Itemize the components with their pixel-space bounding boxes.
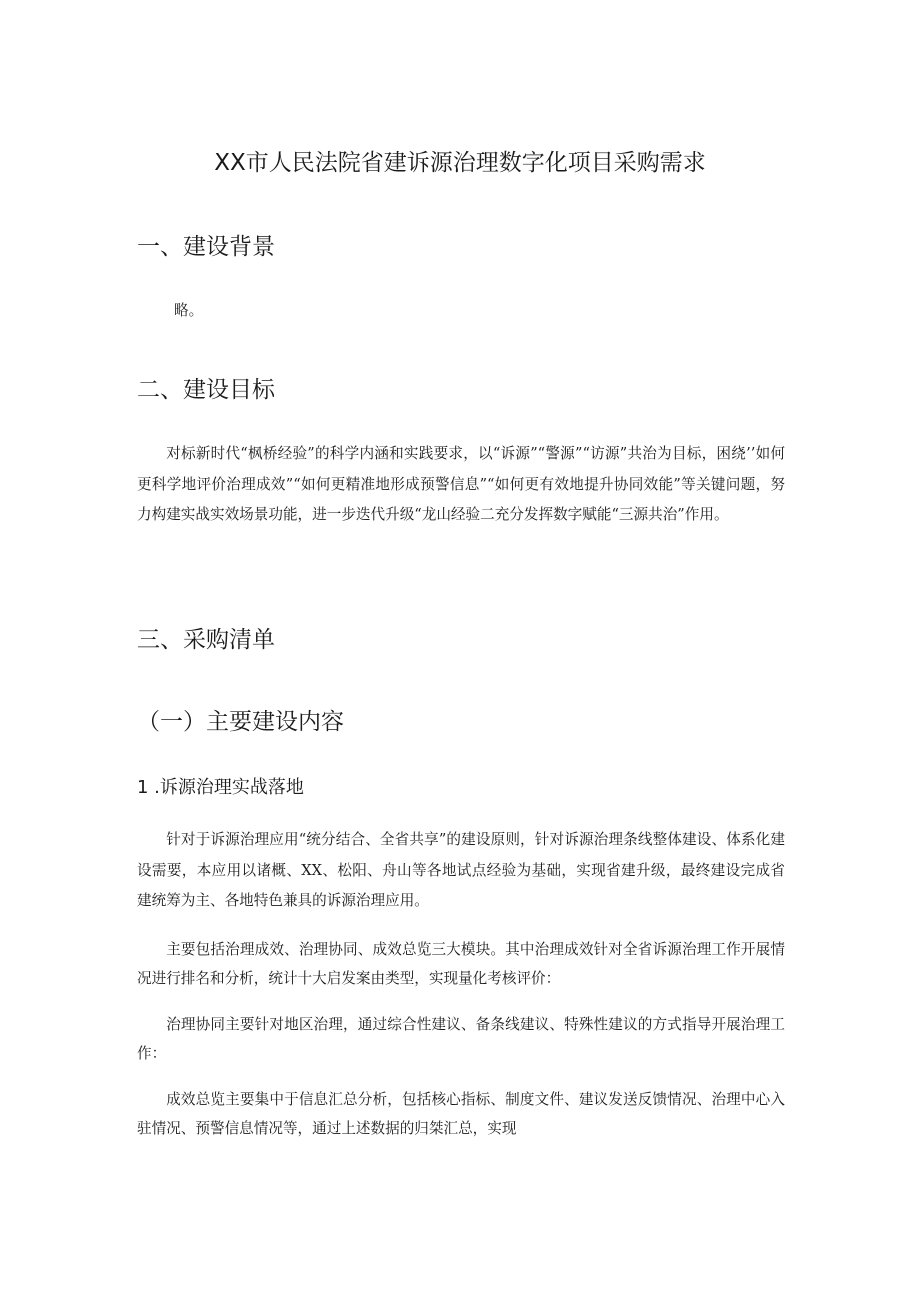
subsection-heading-main-content: （一）主要建设内容 [137,709,344,735]
paragraph-2: 主要包括治理成效、治理协同、成效总览三大模块。其中治理成效针对全省诉源治理工作开展情况进行排名和分析，统计十大启发案由类型，实现量化考核评价： [137,941,785,987]
paragraph-4: 成效总览主要集中于信息汇总分析，包括核心指标、制度文件、建议发送反馈情况、治理中心入驻情况、预警信息情况等，通过上述数据的归桀汇总，实现 [137,1091,785,1137]
item-heading-litigation-governance: 1 .诉源治理实战落地 [137,777,304,798]
section-heading-background: 一、建设背景 [137,234,275,260]
section-heading-goal: 二、建设目标 [137,377,275,403]
section-body-background: 略。 [174,302,204,319]
paragraph-3: 治理协同主要针对地区治理，通过综合性建议、备条线建议、特殊性建议的方式指导开展治理工作： [137,1016,785,1062]
paragraph-1: 针对于诉源治理应用“统分结合、全省共享”的建设原则，针对诉源治理条线整体建设、体系化建设需要，本应用以诸概、XX、松阳、舟山等各地试点经验为基础，实现省建升级，最终建设完成省建统筹为主、各地特色兼具的诉源治理应用。 [137,831,785,909]
section-heading-procurement: 三、采购清单 [137,627,275,653]
section-body-goal: 对标新时代“枫桥经验”的科学内涵和实践要求，以“诉源”“警源”“访源”共治为目标，困绕’’如何更科学地评价治理成效”“如何更精准地形成预警信息”“如何更有效地提升协同效能”等关键问题，努力构建实战实效场景功能，进一步迭代升级“龙山经验二充分发挥数字赋能“三源共治”作用。 [137,445,785,523]
document-title: XX市人民法院省建诉源治理数字化项目采购需求 [214,150,706,176]
